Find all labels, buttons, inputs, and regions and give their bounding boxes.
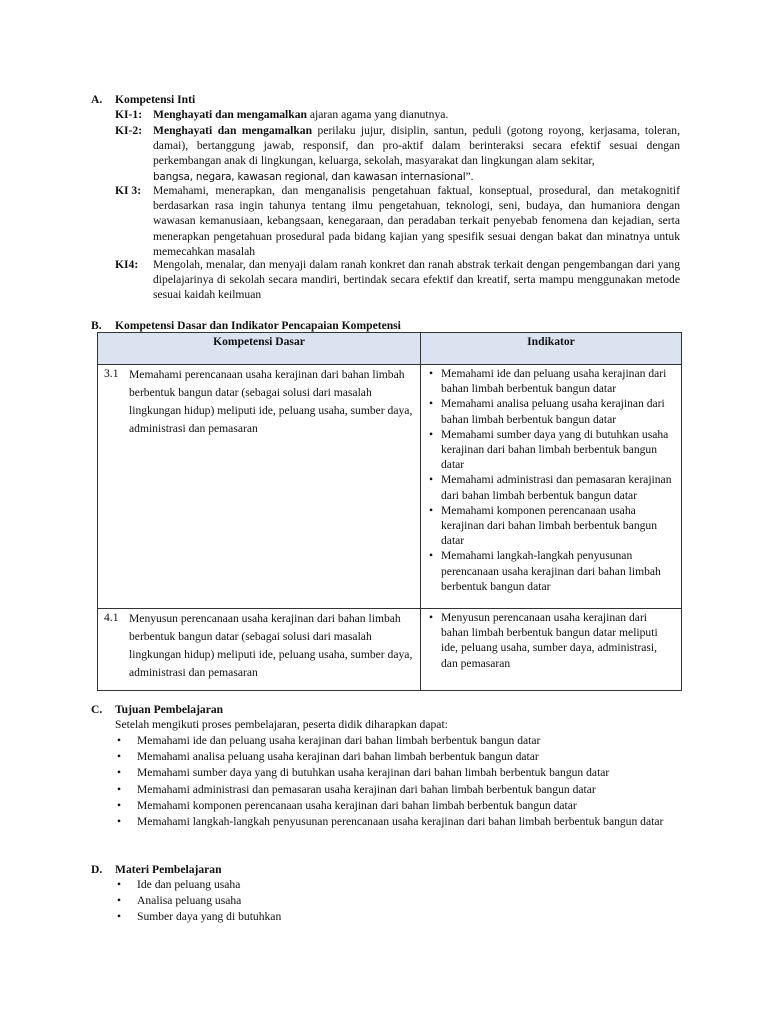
section-b-heading xyxy=(91,318,401,333)
section-a-title: Kompetensi Inti xyxy=(115,93,196,106)
section-c-intro: Setelah mengikuti proses pembelajaran, peserta didik diharapkan dapat: xyxy=(115,718,448,731)
kd-number: 4.1 xyxy=(104,611,119,624)
section-d-letter: D. xyxy=(91,863,103,876)
ki-4-text: Mengolah, menalar, dan menyaji dalam ranah konkret dan ranah abstrak terkait dengan pengembangan dari yang dipelajarinya di sekolah secara mandiri, bertindak secara efektif dan kreatif, serta mampu menggunakan metode sesuai kaidah keilmuan xyxy=(153,258,680,302)
ki-1-label: KI-1: xyxy=(115,108,143,121)
section-a-heading xyxy=(91,92,195,107)
table-header-row xyxy=(98,333,682,365)
list-item: • Memahami ide dan peluang usaha kerajinan dari bahan limbah berbentuk bangun datar xyxy=(115,733,685,749)
list-item: • Memahami ide dan peluang usaha kerajinan dari bahan limbah berbentuk bangun datar xyxy=(429,366,675,396)
list-item: • Memahami langkah-langkah penyusunan perencanaan usaha kerajinan dari bahan limbah berbentuk bangun datar xyxy=(115,814,685,830)
list-item: • Memahami administrasi dan pemasaran usaha kerajinan dari bahan limbah berbentuk bangun datar xyxy=(115,782,685,798)
ki-4 xyxy=(115,257,680,303)
ki-2-body: perilaku jujur, disiplin, santun, peduli (gotong royong, kerjasama, toleran, damai), bertanggung jawab, responsif, dan pro-aktif dalam berinteraksi secara efektif sesuai dengan perkembangan anak di lingkungan, keluarga, sekolah, masyarakat dan lingkungan alam sekitar, xyxy=(153,124,680,168)
kompetensi-table xyxy=(97,332,682,691)
indikator-cell xyxy=(421,365,682,609)
section-b-letter: B. xyxy=(91,319,102,332)
ki-2-text xyxy=(153,123,680,185)
table-row xyxy=(98,365,682,609)
kd-number: 3.1 xyxy=(104,367,119,380)
section-c-letter: C. xyxy=(91,703,103,716)
list-item: • Memahami administrasi dan pemasaran kerajinan dari bahan limbah berbentuk bangun datar xyxy=(429,472,675,502)
section-c-heading xyxy=(91,702,223,717)
table-row xyxy=(98,609,682,691)
tujuan-list xyxy=(115,733,685,830)
kd-text: Memahami perencanaan usaha kerajinan dari bahan limbah berbentuk bangun datar (sebagai solusi dari masalah lingkungan hidup) meliputi ide, peluang usaha, sumber daya, administrasi dan pemasaran xyxy=(129,368,413,435)
indikator-list xyxy=(421,609,681,671)
header-indikator: Indikator xyxy=(421,333,682,365)
ki-2-bold: Menghayati dan mengamalkan xyxy=(153,124,313,137)
ki-2 xyxy=(115,123,680,185)
kd-text: Menyusun perencanaan usaha kerajinan dari bahan limbah berbentuk bangun datar (sebagai solusi dari masalah lingkungan hidup) meliputi ide, peluang usaha, sumber daya, administrasi dan pemasaran xyxy=(129,612,413,679)
kd-cell xyxy=(98,365,421,609)
section-a-letter: A. xyxy=(91,93,103,106)
list-item: • Analisa peluang usaha xyxy=(115,893,685,909)
kd-cell xyxy=(98,609,421,691)
header-kompetensi-dasar: Kompetensi Dasar xyxy=(98,333,421,365)
ki-2-tail: bangsa, negara, kawasan regional, dan kawasan internasional xyxy=(153,170,466,183)
section-b-title: Kompetensi Dasar dan Indikator Pencapaian Kompetensi xyxy=(115,319,401,332)
list-item: • Memahami komponen perencanaan usaha kerajinan dari bahan limbah berbentuk bangun datar xyxy=(429,503,675,549)
section-d-heading xyxy=(91,862,222,877)
list-item: • Memahami analisa peluang usaha kerajinan dari bahan limbah berbentuk bangun datar xyxy=(115,749,685,765)
ki-1 xyxy=(115,107,680,122)
ki-3-text: Memahami, menerapkan, dan menganalisis pengetahuan faktual, konseptual, prosedural, dan metakognitif berdasarkan rasa ingin tahunya tentang ilmu pengetahuan, teknologi, seni, budaya, dan humaniora dengan wawasan kemanusiaan, kebangsaan, kenegaraan, dan peradaban terkait penyebab fenomena dan kejadian, serta menerapkan pengetahuan prosedural pada bidang kajian yang spesifik sesuai dengan bakat dan minatnya untuk memecahkan masalah xyxy=(153,184,680,258)
ki-1-bold: Menghayati dan mengamalkan xyxy=(153,108,307,121)
list-item: • Menyusun perencanaan usaha kerajinan dari bahan limbah berbentuk bangun datar meliputi ide, peluang usaha, sumber daya, administrasi, dan pemasaran xyxy=(429,610,675,671)
list-item: • Memahami analisa peluang usaha kerajinan dari bahan limbah berbentuk bangun datar xyxy=(429,396,675,426)
materi-list xyxy=(115,877,685,925)
ki-1-text xyxy=(153,107,680,122)
indikator-cell xyxy=(421,609,682,691)
ki-4-label: KI4: xyxy=(115,258,139,271)
list-item: • Memahami sumber daya yang di butuhkan usaha kerajinan dari bahan limbah berbentuk bangun datar xyxy=(115,765,685,781)
section-c-title: Tujuan Pembelajaran xyxy=(115,703,224,716)
list-item: • Memahami langkah-langkah penyusunan perencanaan usaha kerajinan dari bahan limbah berbentuk bangun datar xyxy=(429,548,675,594)
list-item: • Memahami komponen perencanaan usaha kerajinan dari bahan limbah berbentuk bangun datar xyxy=(115,798,685,814)
ki-3 xyxy=(115,183,680,259)
indikator-list xyxy=(421,365,681,594)
section-d-title: Materi Pembelajaran xyxy=(115,863,222,876)
ki-1-body: ajaran agama yang dianutnya. xyxy=(306,108,449,121)
list-item: • Memahami sumber daya yang di butuhkan usaha kerajinan dari bahan limbah berbentuk bangun datar xyxy=(429,427,675,473)
ki-3-label: KI 3: xyxy=(115,184,142,197)
list-item: • Ide dan peluang usaha xyxy=(115,877,685,893)
list-item: • Sumber daya yang di butuhkan xyxy=(115,909,685,925)
ki-2-tail-end: ”. xyxy=(465,169,474,183)
ki-2-label: KI-2: xyxy=(115,124,143,137)
